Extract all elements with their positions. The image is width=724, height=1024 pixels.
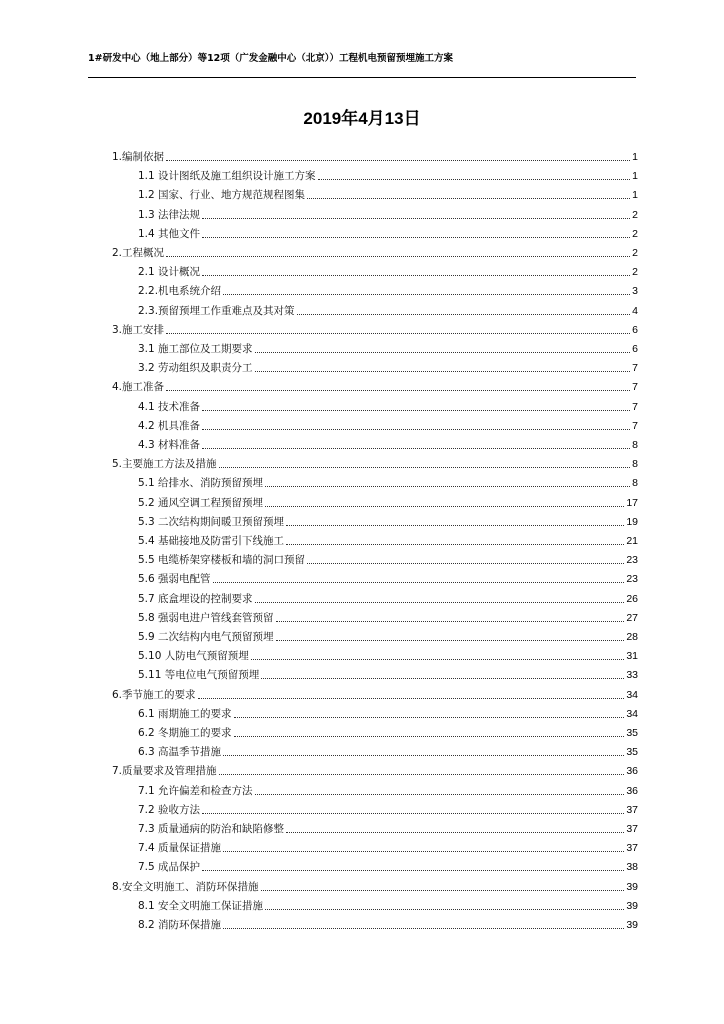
toc-dot-leader <box>286 525 624 526</box>
toc-dot-leader <box>202 429 630 430</box>
toc-entry-title: 7.4 质量保证措施 <box>138 842 222 855</box>
toc-page-number: 23 <box>626 573 638 586</box>
toc-entry-title: 4.1 技术准备 <box>138 400 201 413</box>
toc-entry-title: 5.5 电缆桥架穿楼板和墙的洞口预留 <box>138 554 306 567</box>
toc-subsection-entry[interactable] <box>138 799 638 817</box>
toc-entry-title: 7.2 验收方法 <box>138 803 201 816</box>
toc-subsection-entry[interactable] <box>138 741 638 759</box>
toc-subsection-entry[interactable] <box>138 703 638 721</box>
toc-dot-leader <box>265 506 624 507</box>
toc-dot-leader <box>276 621 625 622</box>
toc-section-entry[interactable] <box>112 760 638 778</box>
toc-entry-title: 1.2 国家、行业、地方规范规程图集 <box>138 189 306 202</box>
toc-dot-leader <box>166 333 630 334</box>
toc-dot-leader <box>202 218 630 219</box>
toc-page-number: 2 <box>632 227 638 240</box>
toc-entry-title: 6.3 高温季节措施 <box>138 746 222 759</box>
toc-subsection-entry[interactable] <box>138 856 638 874</box>
toc-entry-title: 8.1 安全文明施工保证措施 <box>138 899 264 912</box>
toc-dot-leader <box>223 755 624 756</box>
toc-dot-leader <box>202 237 630 238</box>
toc-dot-leader <box>255 794 625 795</box>
toc-page-number: 35 <box>626 746 638 759</box>
toc-entry-title: 3.2 劳动组织及职责分工 <box>138 362 253 375</box>
toc-page-number: 7 <box>632 381 638 394</box>
toc-dot-leader <box>265 909 624 910</box>
toc-dot-leader <box>318 179 631 180</box>
toc-subsection-entry[interactable] <box>138 837 638 855</box>
toc-subsection-entry[interactable] <box>138 607 638 625</box>
toc-page-number: 31 <box>626 650 638 663</box>
toc-page-number: 8 <box>632 477 638 490</box>
toc-dot-leader <box>202 813 624 814</box>
toc-page-number: 33 <box>626 669 638 682</box>
toc-dot-leader <box>166 160 630 161</box>
toc-entry-title: 8.安全文明施工、消防环保措施 <box>112 880 259 893</box>
toc-dot-leader <box>202 870 624 871</box>
toc-dot-leader <box>223 294 630 295</box>
toc-page-number: 37 <box>626 842 638 855</box>
toc-page-number: 1 <box>632 151 638 163</box>
toc-page-number: 8 <box>632 439 638 451</box>
toc-page-number: 39 <box>626 880 638 893</box>
toc-page-number: 37 <box>626 823 638 835</box>
toc-entry-title: 2.2.机电系统介绍 <box>138 285 222 298</box>
toc-dot-leader <box>198 698 625 699</box>
toc-page-number: 36 <box>626 784 638 797</box>
toc-entry-title: 5.10 人防电气预留预埋 <box>138 650 249 663</box>
toc-entry-title: 7.3 质量通病的防治和缺陷修整 <box>138 823 285 835</box>
toc-entry-title: 3.施工安排 <box>112 323 165 336</box>
toc-subsection-entry[interactable] <box>138 223 638 241</box>
toc-entry-title: 6.2 冬期施工的要求 <box>138 727 232 739</box>
toc-subsection-entry[interactable] <box>138 204 638 222</box>
toc-page-number: 36 <box>626 765 638 778</box>
toc-subsection-entry[interactable] <box>138 511 638 529</box>
toc-dot-leader <box>255 371 631 372</box>
toc-page-number: 6 <box>632 343 638 355</box>
toc-page-number: 7 <box>632 419 638 432</box>
toc-section-entry[interactable] <box>112 684 638 702</box>
toc-dot-leader <box>202 275 630 276</box>
toc-dot-leader <box>286 832 624 833</box>
toc-dot-leader <box>219 774 625 775</box>
toc-dot-leader <box>286 544 624 545</box>
toc-entry-title: 5.6 强弱电配管 <box>138 573 211 586</box>
toc-dot-leader <box>307 198 630 199</box>
toc-subsection-entry[interactable] <box>138 472 638 490</box>
toc-entry-title: 7.质量要求及管理措施 <box>112 765 217 778</box>
toc-entry-title: 2.3.预留预埋工作重难点及其对策 <box>138 304 295 317</box>
toc-section-entry[interactable] <box>112 376 638 394</box>
toc-subsection-entry[interactable] <box>138 895 638 913</box>
toc-entry-title: 1.3 法律法规 <box>138 208 201 221</box>
toc-page-number: 2 <box>632 266 638 279</box>
toc-subsection-entry[interactable] <box>138 549 638 567</box>
toc-section-entry[interactable] <box>112 319 638 337</box>
toc-dot-leader <box>255 602 625 603</box>
toc-dot-leader <box>251 659 625 660</box>
toc-page-number: 4 <box>632 304 638 317</box>
toc-subsection-entry[interactable] <box>138 300 638 318</box>
toc-dot-leader <box>261 678 624 679</box>
toc-subsection-entry[interactable] <box>138 914 638 932</box>
toc-subsection-entry[interactable] <box>138 780 638 798</box>
toc-dot-leader <box>265 486 630 487</box>
toc-dot-leader <box>213 582 625 583</box>
toc-subsection-entry[interactable] <box>138 664 638 682</box>
toc-page-number: 39 <box>626 899 638 912</box>
toc-entry-title: 3.1 施工部位及工期要求 <box>138 343 253 355</box>
toc-subsection-entry[interactable] <box>138 415 638 433</box>
toc-entry-title: 1.编制依据 <box>112 151 165 163</box>
toc-entry-title: 4.施工准备 <box>112 381 165 394</box>
toc-page-number: 21 <box>626 535 638 547</box>
toc-page-number: 28 <box>626 631 638 643</box>
toc-entry-title: 1.1 设计图纸及施工组织设计施工方案 <box>138 170 316 183</box>
toc-section-entry[interactable] <box>112 876 638 894</box>
toc-subsection-entry[interactable] <box>138 434 638 452</box>
toc-page-number: 6 <box>632 323 638 336</box>
toc-entry-title: 5.3 二次结构期间暖卫预留预埋 <box>138 515 285 528</box>
toc-entry-title: 5.8 强弱电进户管线套管预留 <box>138 611 274 624</box>
toc-subsection-entry[interactable] <box>138 357 638 375</box>
toc-entry-title: 8.2 消防环保措施 <box>138 919 222 931</box>
toc-page-number: 3 <box>632 285 638 298</box>
toc-dot-leader <box>219 467 631 468</box>
toc-section-entry[interactable] <box>112 453 638 471</box>
toc-page-number: 2 <box>632 247 638 259</box>
toc-page-number: 7 <box>632 362 638 375</box>
toc-subsection-entry[interactable] <box>138 818 638 836</box>
toc-subsection-entry[interactable] <box>138 261 638 279</box>
toc-page-number: 7 <box>632 400 638 413</box>
toc-dot-leader <box>255 352 631 353</box>
toc-dot-leader <box>223 928 624 929</box>
toc-subsection-entry[interactable] <box>138 492 638 510</box>
document-date: 2019年4月13日 <box>303 109 421 128</box>
toc-page-number: 27 <box>626 611 638 624</box>
toc-dot-leader <box>166 256 630 257</box>
toc-entry-title: 5.7 底盒埋设的控制要求 <box>138 592 253 605</box>
toc-entry-title: 5.4 基础接地及防雷引下线施工 <box>138 535 285 547</box>
toc-page-number: 34 <box>626 707 638 720</box>
toc-entry-title: 5.11 等电位电气预留预埋 <box>138 669 260 682</box>
toc-subsection-entry[interactable] <box>138 626 638 644</box>
toc-entry-title: 1.4 其他文件 <box>138 227 201 240</box>
toc-page-number: 1 <box>632 170 638 183</box>
toc-page-number: 39 <box>626 919 638 931</box>
toc-entry-title: 5.1 给排水、消防预留预埋 <box>138 477 264 490</box>
toc-page-number: 8 <box>632 458 638 471</box>
toc-entry-title: 5.2 通风空调工程预留预埋 <box>138 496 264 509</box>
toc-dot-leader <box>166 390 630 391</box>
toc-entry-title: 7.5 成品保护 <box>138 861 201 874</box>
toc-page-number: 37 <box>626 803 638 816</box>
toc-entry-title: 2.工程概况 <box>112 247 165 259</box>
toc-subsection-entry[interactable] <box>138 338 638 356</box>
toc-page-number: 23 <box>626 554 638 567</box>
toc-page-number: 26 <box>626 592 638 605</box>
toc-dot-leader <box>202 410 630 411</box>
toc-subsection-entry[interactable] <box>138 184 638 202</box>
toc-page-number: 2 <box>632 208 638 221</box>
toc-dot-leader <box>261 890 625 891</box>
toc-dot-leader <box>297 314 631 315</box>
toc-dot-leader <box>307 563 624 564</box>
toc-entry-title: 6.季节施工的要求 <box>112 688 196 701</box>
toc-entry-title: 4.3 材料准备 <box>138 439 201 451</box>
toc-entry-title: 5.9 二次结构内电气预留预埋 <box>138 631 274 643</box>
toc-dot-leader <box>223 851 624 852</box>
toc-entry-title: 6.1 雨期施工的要求 <box>138 707 232 720</box>
toc-entry-title: 5.主要施工方法及措施 <box>112 458 217 471</box>
toc-page-number: 35 <box>626 727 638 739</box>
toc-subsection-entry[interactable] <box>138 722 638 740</box>
toc-entry-title: 2.1 设计概况 <box>138 266 201 279</box>
toc-section-entry[interactable] <box>112 242 638 260</box>
toc-page-number: 38 <box>626 861 638 874</box>
toc-page-number: 17 <box>626 496 638 509</box>
toc-subsection-entry[interactable] <box>138 396 638 414</box>
toc-entry-title: 4.2 机具准备 <box>138 419 201 432</box>
toc-subsection-entry[interactable] <box>138 165 638 183</box>
toc-page-number: 1 <box>632 189 638 202</box>
toc-dot-leader <box>202 448 630 449</box>
page-header-title: 1#研发中心（地上部分）等12项（广发金融中心（北京））工程机电预留预埋施工方案 <box>88 53 454 64</box>
header-divider <box>88 77 636 78</box>
toc-page-number: 19 <box>626 515 638 528</box>
toc-subsection-entry[interactable] <box>138 645 638 663</box>
toc-section-entry[interactable] <box>112 146 638 164</box>
toc-subsection-entry[interactable] <box>138 530 638 548</box>
toc-dot-leader <box>234 736 625 737</box>
toc-subsection-entry[interactable] <box>138 280 638 298</box>
toc-entry-title: 7.1 允许偏差和检查方法 <box>138 784 253 797</box>
toc-page-number: 34 <box>626 688 638 701</box>
toc-subsection-entry[interactable] <box>138 568 638 586</box>
toc-dot-leader <box>234 717 625 718</box>
toc-dot-leader <box>276 640 625 641</box>
toc-subsection-entry[interactable] <box>138 588 638 606</box>
